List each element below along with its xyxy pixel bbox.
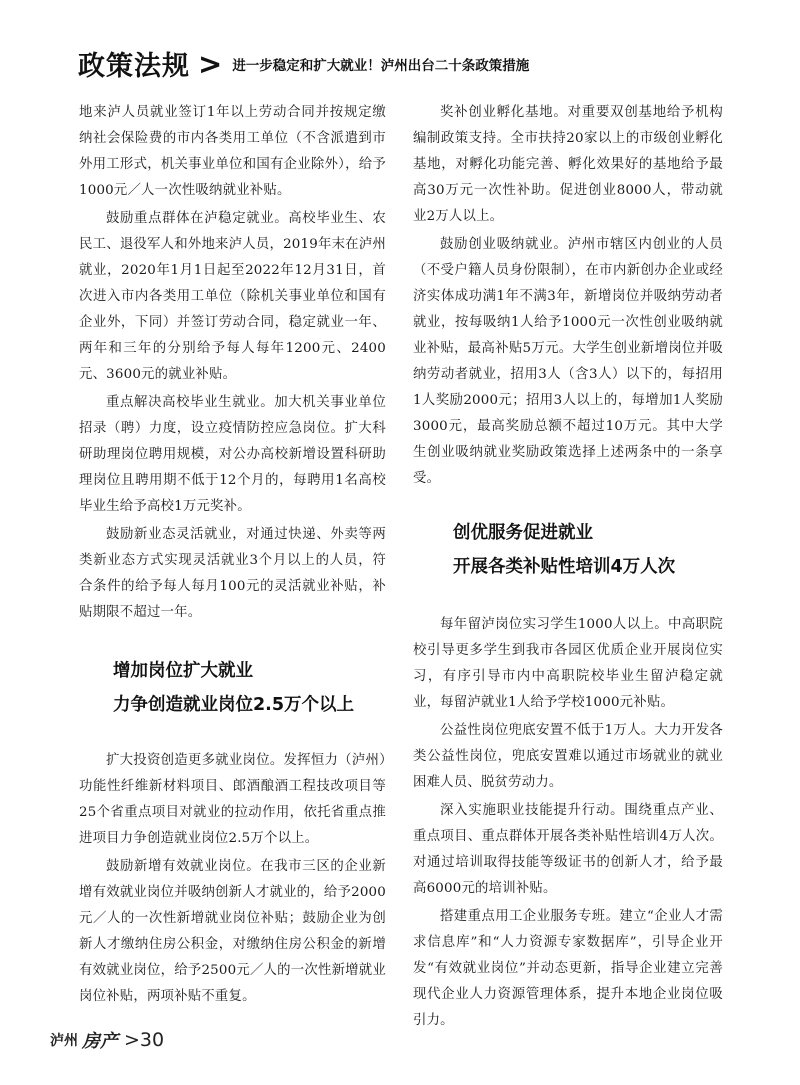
section-heading — [113, 654, 386, 722]
paragraph: 奖补创业孵化基地。对重要双创基地给予机构编制政策支持。全市扶持20家以上的市级创业孵化基地，对孵化功能完善、孵化效果好的基地给予最高30万元一次性补助。促进创业8000人，带动就业2万人以上。 — [413, 105, 723, 224]
page-number: >30 — [124, 1029, 165, 1051]
chevron-right-icon: > — [198, 46, 223, 81]
paragraph: 深入实施职业技能提升行动。围绕重点产业、重点项目、重点群体开展各类补贴性培训4万人次。对通过培训取得技能等级证书的创新人才，给予最高6000元的培训补贴。 — [413, 803, 723, 896]
paragraph: 每年留泸岗位实习学生1000人以上。中高职院校引导更多学生到我市各园区优质企业开展岗位实习，有序引导市内中高职院校毕业生留泸稳定就业，每留泸就业1人给予学校1000元补贴。 — [413, 617, 723, 710]
paragraph: 扩大投资创造更多就业岗位。发挥恒力（泸州）功能性纤维新材料项目、郎酒酿酒工程技改项目等25个省重点项目对就业的拉动作用，依托省重点推进项目力争创造就业岗位2.5万个以上。 — [79, 753, 386, 846]
article-title: 进一步稳定和扩大就业！泸州出台二十条政策措施 — [232, 57, 530, 74]
paragraph: 地来泸人员就业签订1年以上劳动合同并按规定缴纳社会保险费的市内各类用工单位（不含派遣到市外用工形式，机关事业单位和国有企业除外），给予1000元／人一次性吸纳就业补贴。 — [79, 105, 386, 198]
heading-line-2: 开展各类补贴性培训4万人次 — [453, 557, 676, 577]
paragraph: 公益性岗位兜底安置不低于1万人。大力开发各类公益性岗位，兜底安置难以通过市场就业的就业困难人员、脱贫劳动力。 — [413, 723, 723, 790]
heading-line-1: 创优服务促进就业 — [453, 523, 593, 543]
heading-line-1: 增加岗位扩大就业 — [113, 661, 253, 681]
paragraph: 鼓励创业吸纳就业。泸州市辖区内创业的人员（不受户籍人员身份限制），在市内新创办企业或经济实体成功满1年不满3年，新增岗位并吸纳劳动者就业，按每吸纳1人给予1000元一次性创业吸纳就业补贴，最高补贴5万元。大学生创业新增岗位并吸纳劳动者就业，招用3人（含3人）以下的，每招用1人奖励2000元；招用3人以上的，每增加1人奖励3000元，最高奖励总额不超过10万元。其中大学生创业吸纳就业奖励政策选择上述两条中的一条享受。 — [413, 237, 723, 486]
section-heading — [453, 516, 723, 584]
page-footer — [50, 1027, 164, 1053]
heading-line-2: 力争创造就业岗位2.5万个以上 — [113, 695, 355, 715]
paragraph: 鼓励重点群体在泸稳定就业。高校毕业生、农民工、退役军人和外地来泸人员，2019年末在泸州就业，2020年1月1日起至2022年12月31日，首次进入市内各类用工单位（除机关事业单位和国有企业外，下同）并签订劳动合同，稳定就业一年、两年和三年的分别给予每人每年1200元、2400元、3600元的就业补贴。 — [79, 211, 386, 382]
right-column — [413, 100, 723, 1036]
paragraph: 搭建重点用工企业服务专班。建立“企业人才需求信息库”和“人力资源专家数据库”，引导企业开发“有效就业岗位”并动态更新，指导企业建立完善现代企业人力资源管理体系，提升本地企业岗位吸引力。 — [413, 909, 723, 1028]
paragraph: 鼓励新增有效就业岗位。在我市三区的企业新增有效就业岗位并吸纳创新人才就业的，给予2000元／人的一次性新增就业岗位补贴；鼓励企业为创新人才缴纳住房公积金，对缴纳住房公积金的新增有效就业岗位，给予2500元／人的一次性新增就业岗位补贴，两项补贴不重复。 — [79, 859, 386, 1004]
paragraph: 重点解决高校毕业生就业。加大机关事业单位招录（聘）力度，设立疫情防控应急岗位。扩大科研助理岗位聘用规模，对公办高校新增设置科研助理岗位且聘用期不低于12个月的，每聘用1名高校毕业生给予高校1万元奖补。 — [79, 395, 386, 514]
paragraph: 鼓励新业态灵活就业，对通过快递、外卖等两类新业态方式实现灵活就业3个月以上的人员，符合条件的给予每人每月100元的灵活就业补贴，补贴期限不超过一年。 — [79, 527, 386, 620]
left-column — [79, 100, 386, 1012]
section-title: 政策法规 — [78, 51, 190, 82]
magazine-logo: 房产 — [82, 1031, 118, 1052]
page-header — [78, 44, 529, 83]
magazine-brand: 泸州 — [50, 1033, 78, 1049]
